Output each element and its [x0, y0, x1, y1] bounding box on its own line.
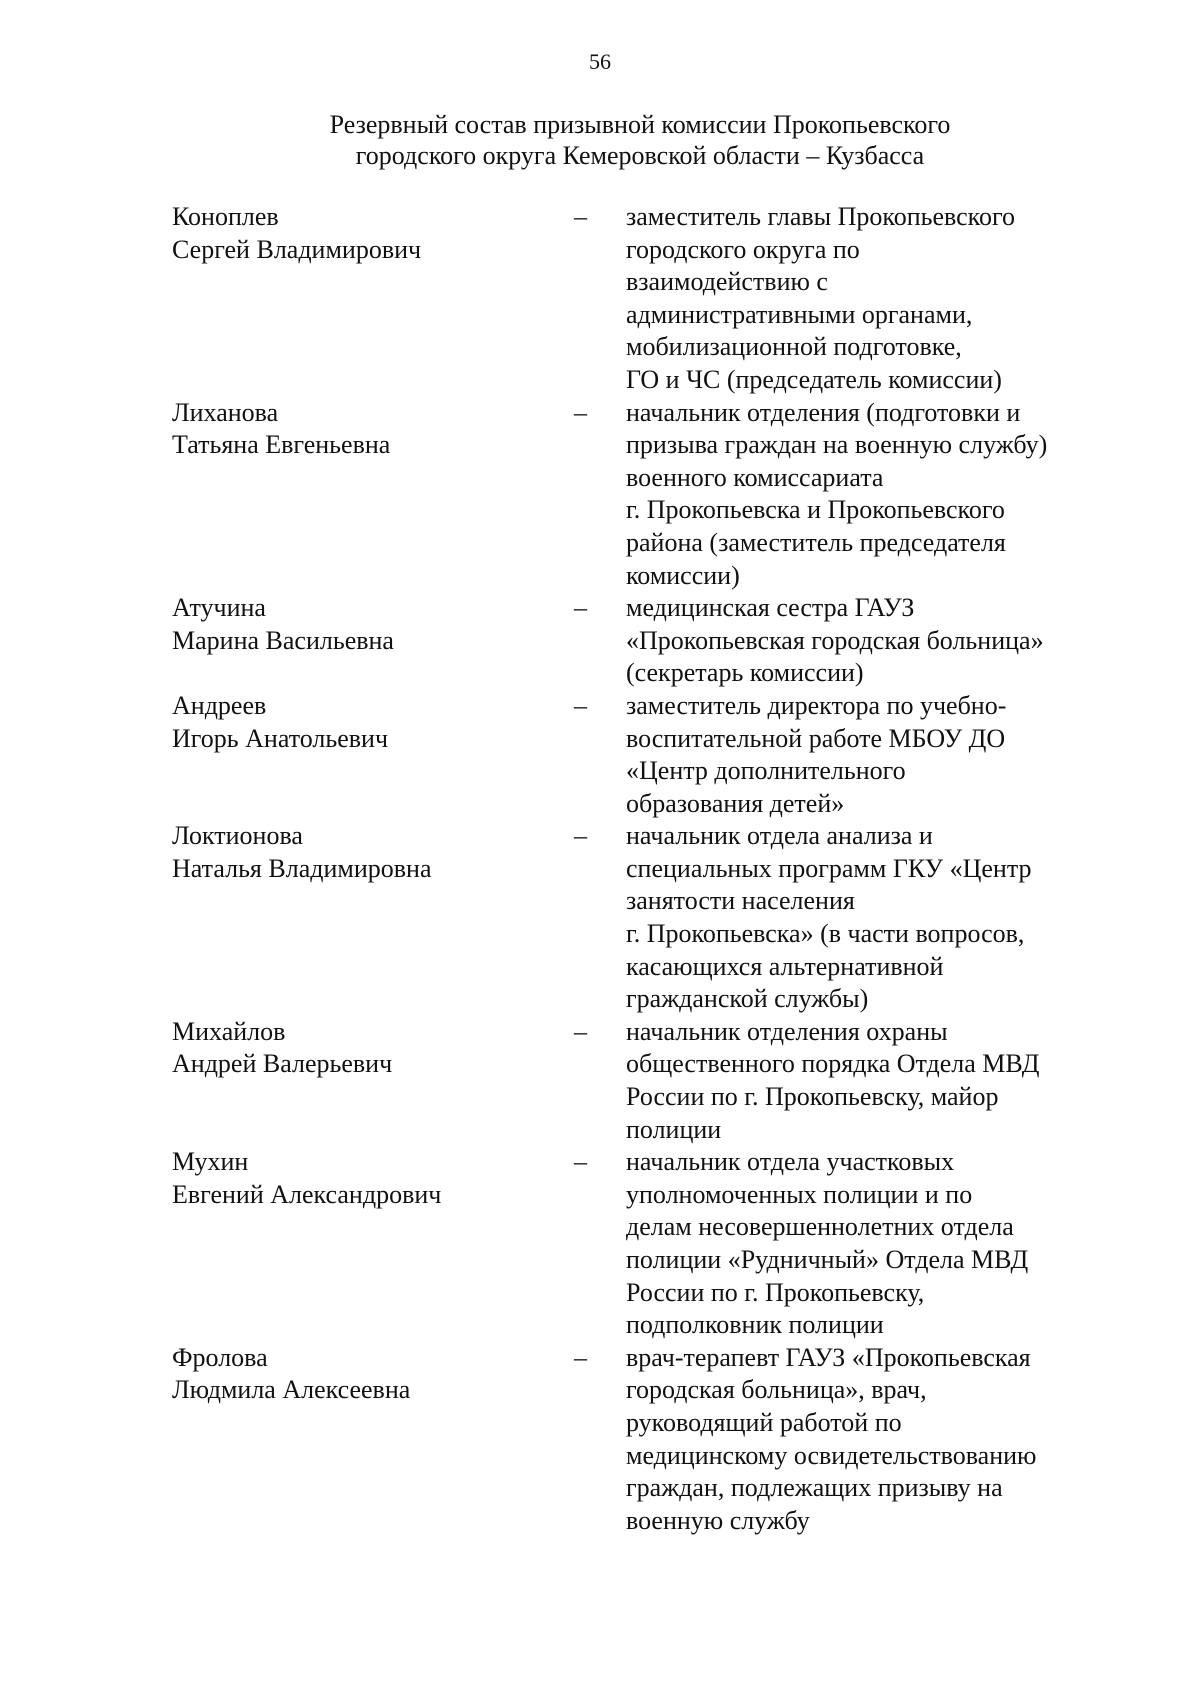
member-role-line: военную службу	[626, 1505, 810, 1535]
member-role-line: взаимодействию с	[626, 267, 828, 297]
member-role-line: уполномоченных полиции и по	[626, 1179, 973, 1209]
member-surname: Фролова	[172, 1342, 268, 1372]
title-line-2: городского округа Кемеровской области – Кузбасса	[355, 141, 925, 170]
commission-member	[0, 1342, 1200, 1538]
member-given-names: Людмила Алексеевна	[172, 1375, 411, 1405]
member-name	[0, 1342, 560, 1407]
member-role-line: городского округа по	[626, 234, 860, 264]
member-role	[626, 690, 1086, 820]
member-role-line: начальник отдела участковых	[626, 1147, 955, 1177]
dash-separator: –	[574, 202, 587, 231]
member-surname: Мухин	[172, 1147, 249, 1177]
dash-separator: –	[574, 1342, 587, 1372]
member-role	[626, 1016, 1086, 1146]
member-role-line: заместитель главы Прокопьевского	[626, 202, 1015, 231]
member-name	[0, 201, 560, 266]
member-role-line: района (заместитель председателя	[626, 527, 1006, 557]
member-name	[0, 1146, 560, 1211]
dash-separator: –	[574, 821, 587, 851]
member-role-line: ГО и ЧС (председатель комиссии)	[626, 364, 1002, 394]
member-surname: Коноплев	[172, 202, 279, 231]
member-role-line: «Прокопьевская городская больница»	[626, 625, 1044, 655]
member-role-line: России по г. Прокопьевску,	[626, 1277, 925, 1307]
page-number: 56	[589, 49, 611, 74]
member-role-line: руководящий работой по	[626, 1407, 902, 1437]
member-role-line: граждан, подлежащих призыву на	[626, 1473, 1003, 1503]
member-name	[0, 592, 560, 657]
member-role-line: гражданской службы)	[626, 984, 869, 1014]
member-role-line: полиции «Рудничный» Отдела МВД	[626, 1245, 1029, 1274]
member-role-line: мобилизационной подготовке,	[626, 332, 962, 362]
member-role-line: России по г. Прокопьевску, майор	[626, 1082, 999, 1112]
member-role-line: подполковник полиции	[626, 1310, 884, 1340]
commission-member	[0, 690, 1200, 820]
member-role-line: общественного порядка Отдела МВД	[626, 1049, 1040, 1079]
member-given-names: Евгений Александрович	[172, 1179, 442, 1209]
member-role-line: призыва граждан на военную службу)	[626, 430, 1048, 460]
commission-member	[0, 1146, 1200, 1342]
member-role-line: медицинскому освидетельствованию	[626, 1440, 1037, 1470]
member-role-line: касающихся альтернативной	[626, 951, 944, 981]
title-line-1: Резервный состав призывной комиссии Прокопьевского	[329, 110, 951, 139]
member-given-names: Сергей Владимирович	[172, 234, 422, 264]
member-role-line: комиссии)	[626, 560, 740, 590]
member-role-line: врач-терапевт ГАУЗ «Прокопьевская	[626, 1342, 1031, 1372]
member-role-line: медицинская сестра ГАУЗ	[626, 593, 915, 623]
member-surname: Михайлов	[172, 1016, 286, 1046]
member-role-line: военного комиссариата	[626, 462, 884, 492]
member-role	[626, 1342, 1086, 1538]
member-name	[0, 397, 560, 462]
member-role-line: (секретарь комиссии)	[626, 658, 864, 688]
dash-separator: –	[574, 1016, 587, 1046]
dash-separator: –	[574, 690, 587, 720]
member-given-names: Андрей Валерьевич	[172, 1049, 393, 1079]
member-role	[626, 201, 1086, 397]
member-given-names: Наталья Владимировна	[172, 853, 432, 883]
member-role-line: занятости населения	[626, 886, 855, 916]
member-role-line: специальных программ ГКУ «Центр	[626, 853, 1032, 883]
commission-member-list	[0, 201, 1200, 1537]
dash-separator: –	[574, 1147, 587, 1177]
member-role-line: воспитательной работе МБОУ ДО	[626, 723, 1006, 753]
member-surname: Лиханова	[172, 397, 279, 427]
member-role-line: полиции	[626, 1114, 722, 1144]
commission-member	[0, 1016, 1200, 1146]
member-role-line: начальник отделения охраны	[626, 1016, 948, 1046]
commission-member	[0, 397, 1200, 593]
document-title	[0, 109, 1200, 171]
member-role-line: г. Прокопьевска и Прокопьевского	[626, 495, 1005, 525]
member-given-names: Марина Васильевна	[172, 625, 394, 655]
member-role-line: делам несовершеннолетних отдела	[626, 1212, 1014, 1242]
member-role-line: образования детей»	[626, 788, 845, 818]
member-role-line: начальник отделения (подготовки и	[626, 397, 1021, 427]
member-role	[626, 397, 1086, 593]
member-role	[626, 592, 1086, 690]
member-role-line: «Центр дополнительного	[626, 756, 906, 786]
dash-separator: –	[574, 593, 587, 623]
dash-separator: –	[574, 397, 587, 427]
member-role-line: административными органами,	[626, 299, 973, 329]
member-given-names: Игорь Анатольевич	[172, 723, 389, 753]
commission-member	[0, 201, 1200, 397]
member-role	[626, 820, 1086, 1016]
member-name	[0, 820, 560, 885]
member-role-line: начальник отдела анализа и	[626, 821, 933, 851]
member-surname: Андреев	[172, 690, 267, 720]
commission-member	[0, 592, 1200, 690]
member-role-line: заместитель директора по учебно-	[626, 690, 1007, 720]
member-name	[0, 690, 560, 755]
member-given-names: Татьяна Евгеньевна	[172, 430, 391, 460]
member-surname: Атучина	[172, 593, 266, 623]
member-role-line: г. Прокопьевска» (в части вопросов,	[626, 919, 1025, 949]
member-surname: Локтионова	[172, 821, 303, 851]
member-role	[626, 1146, 1086, 1342]
commission-member	[0, 820, 1200, 1016]
member-role-line: городская больница», врач,	[626, 1375, 927, 1405]
member-name	[0, 1016, 560, 1081]
